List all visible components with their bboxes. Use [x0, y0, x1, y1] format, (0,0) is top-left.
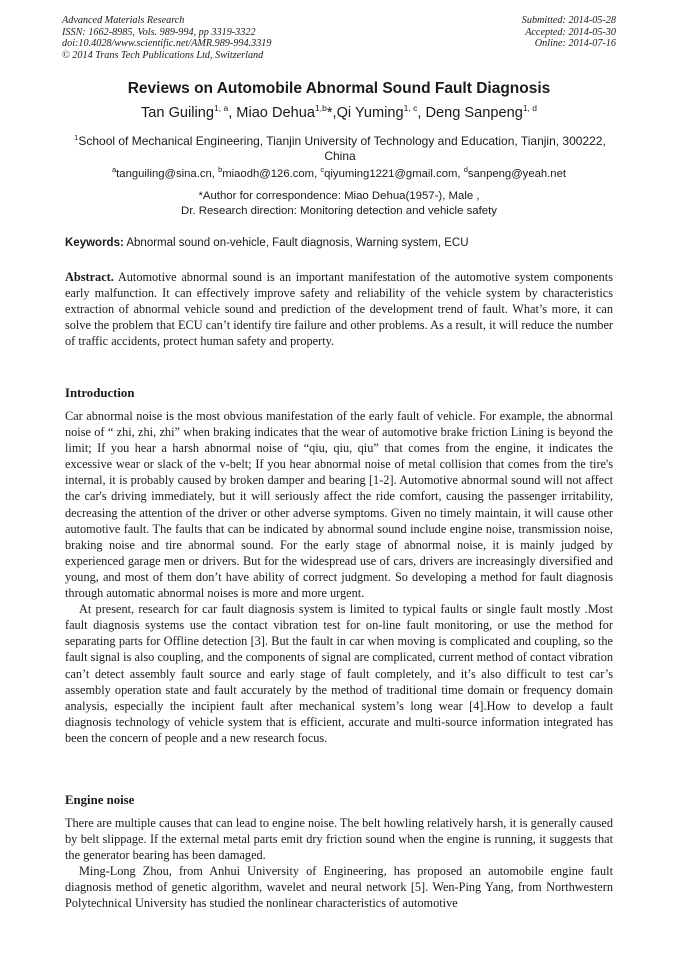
author-name: Deng Sanpeng	[425, 105, 523, 121]
correspondence-note	[0, 189, 678, 218]
author-name: Tan Guiling	[140, 105, 214, 121]
affiliation-superscript: 1	[74, 133, 79, 142]
keywords-text: Abnormal sound on-vehicle, Fault diagnosis, Warning system, ECU	[123, 237, 469, 249]
introduction-section	[65, 408, 613, 746]
online-date: Online: 2014-07-16	[534, 38, 616, 50]
email-superscript: d	[463, 165, 468, 174]
journal-info	[62, 15, 271, 61]
section-heading-introduction: Introduction	[65, 386, 135, 400]
journal-name: Advanced Materials Research	[62, 15, 185, 26]
email-superscript: a	[111, 165, 117, 174]
accepted-date: Accepted: 2014-05-30	[525, 26, 616, 38]
body-paragraph: At present, research for car fault diagnosis system is limited to typical faults or single fault mostly .Most fault diagnosis systems use the contact vibration test for on-line fault monitoring, or use the method for separating parts for Offline detection [3]. But the fault in car when moving is complicated and coupling, so the fault signal is also coupling, and the components of signal are complicated, current method of contact vibration can’t detect assembly fault source and early stage of fault completely, and it’s also difficult to test car’s assembly operation state and fault accurately by the method of traditional time domain or frequency domain analysis, especially the incipient fault after mechanical system’s long wear [4].How to develop a fault diagnosis technology of vehicle system that is efficient, accurate and multi-source information integrated has been the concern of people and a new research focus.	[65, 602, 613, 745]
body-paragraph: Car abnormal noise is the most obvious manifestation of the early fault of vehicle. For example, the abnormal noise of “ zhi, zhi, zhi” when braking indicates that the wear of automotive brake friction Lining is beyond the limit; If you hear a harsh abnormal noise of “qiu, qiu, qiu” that comes from the engine, it indicates the excessive wear or slack of the v-belt; If you hear abnormal noise of metal collision that comes from the tire's internal, it is probably caused by broken damper and bearing [1-2]. Automotive abnormal sound will not affect the car's driving immediately, but it will seriously affect the ride comfort, causing the passenger irritability, decreasing the attention of the driver or other adverse symptoms. Given no timely maintain, it will cause other automotive fault. The faults that can be indicated by abnormal sound include engine noise, transmission noise, braking noise and tire abnormal sound. For the early stage of abnormal noise, it is mainly judged by experienced garage men or drivers. But for the widespread use of cars, drivers are increasingly diversified and young, and most of them don’t have ability of correct judgment. So developing a method for fault diagnosis through automatic abnormal noises is more and more urgent.	[65, 409, 613, 601]
author-emails	[0, 165, 678, 180]
correspondence-line: *Author for correspondence: Miao Dehua(1957-), Male ,	[198, 190, 480, 202]
email-link[interactable]: tanguiling@sina.cn,	[116, 168, 219, 180]
author-superscript: 1, d	[522, 103, 537, 113]
abstract-text: Automotive abnormal sound is an important manifestation of the automotive system components early malfunction. It can effectively improve safety and reliability of the vehicle system by characteristics extraction of abnormal vehicle sound and prediction of the development trend of fault. What’s more, it can solve the problem that ECU can’t identify tire failure and other problems. As a result, it will reduce the number of traffic accidents, protect human safety and property.	[65, 270, 613, 349]
author-superscript: 1, c	[403, 103, 418, 113]
author-list: Tan Guiling$^{1, a}$, Miao Dehua$^{1,b}$*,Qi Yuming$^{1, c}$, Deng Sanpeng$^{1, d}$	[140, 103, 537, 121]
affiliation	[70, 131, 610, 163]
author-name: Miao Dehua	[236, 105, 315, 121]
body-paragraph: Ming-Long Zhou, from Anhui University of Engineering, has proposed an automobile engine fault diagnosis method of genetic algorithm, wavelet and neural network [5]. Wen-Ping Yang, from Northwestern Polytechnical University has studied the nonlinear characteristics of automotive	[65, 864, 613, 911]
author-name: Qi Yuming	[336, 105, 404, 121]
email-superscript: b	[218, 165, 223, 174]
email-superscript: c	[320, 165, 325, 174]
journal-doi: doi:10.4028/www.scientific.net/AMR.989-994.3319	[62, 38, 272, 50]
email-link[interactable]: qiyuming1221@gmail.com,	[324, 168, 464, 180]
research-direction-line: Dr. Research direction: Monitoring detection and vehicle safety	[181, 204, 497, 217]
submitted-date: Submitted: 2014-05-28	[521, 15, 616, 26]
abstract-label: Abstract.	[65, 270, 114, 284]
abstract-paragraph	[65, 269, 613, 349]
journal-issn: ISSN: 1662-8985, Vols. 989-994, pp 3319-3322	[62, 26, 256, 38]
corresponding-mark: *,	[326, 105, 337, 121]
author-superscript: 1,b	[315, 103, 327, 113]
journal-copyright: © 2014 Trans Tech Publications Ltd, Switzerland	[62, 49, 264, 61]
email-link[interactable]: sanpeng@yeah.net	[467, 168, 567, 180]
keywords-label: Keywords:	[65, 237, 124, 249]
paper-title: Reviews on Automobile Abnormal Sound Fault Diagnosis	[127, 80, 551, 97]
email-link[interactable]: miaodh@126.com,	[222, 168, 321, 180]
author-superscript: 1, a	[214, 103, 229, 113]
body-paragraph: There are multiple causes that can lead to engine noise. The belt howling relatively harsh, it is generally caused by belt slippage. If the external metal parts emit dry friction sound when the engine is running, it suggests that the generator bearing has been damaged.	[65, 816, 613, 863]
keywords	[65, 237, 615, 249]
abstract-section	[65, 269, 613, 349]
section-heading-engine-noise: Engine noise	[65, 793, 135, 807]
engine-noise-section	[65, 815, 613, 912]
affiliation-text: School of Mechanical Engineering, Tianjin University of Technology and Education, Tianjin, 300222, China	[78, 134, 606, 163]
submission-dates	[522, 15, 616, 50]
